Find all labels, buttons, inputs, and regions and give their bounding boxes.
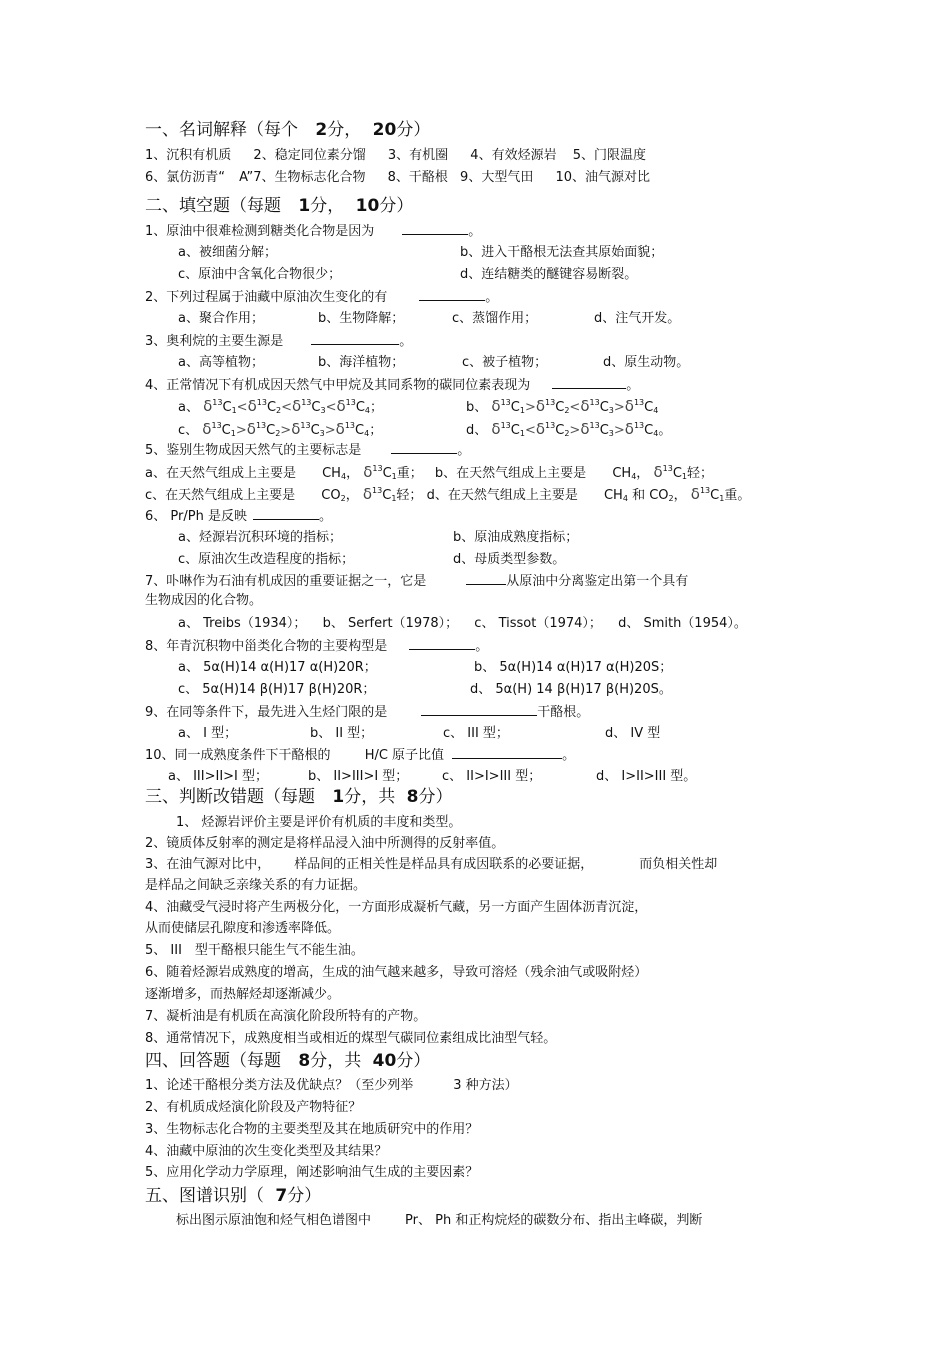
- tf-item-3: 3、在油气源对比中， 样品间的正相关性是样品具有成因联系的必要证据， 而负相关性却: [145, 857, 718, 872]
- q4-option-d: d、 $\delta^{13}C_1<\delta^{13}C_2>\delta^{13}C_3>\delta^{13}C_4$。: [466, 420, 672, 438]
- tf-item-4: 4、油藏受气浸时将产生两极分化，一方面形成凝析气藏，另一方面产生固体沥青沉淀，: [145, 900, 648, 915]
- q10-option-a: a、 III>II>I 型；: [168, 769, 269, 784]
- q8-option-d: d、 5α(H) 14 β(H)17 β(H)20S。: [470, 682, 672, 697]
- q8-option-b: b、 5α(H)14 α(H)17 α(H)20S；: [474, 660, 673, 675]
- q2-option-d: d、注气开发。: [594, 311, 681, 326]
- terms-row-1: 1、沉积有机质 2、稳定同位素分馏 3、有机圈 4、有效烃源岩 5、门限温度: [145, 148, 647, 163]
- q7-options: a、 Treibs（1934）； b、 Serfert（1978）； c、 Tissot（1974）； d、 Smith（1954）。: [178, 616, 747, 631]
- q9-option-b: b、 II 型；: [310, 726, 374, 741]
- section-5-heading: 五、图谱识别（ 7分）: [145, 1186, 322, 1206]
- tf-item-6: 6、随着烃源岩成熟度的增高，生成的油气越来越多，导致可溶烃（残余油气或吸附烃）: [145, 965, 648, 980]
- q4-option-b: b、 $\delta^{13}C_1>\delta^{13}C_2<\delta^{13}C_3>\delta^{13}C_4$: [466, 397, 659, 415]
- qa-item-1: 1、论述干酪根分类方法及优缺点？（至少列举 3 种方法）: [145, 1078, 518, 1093]
- q1-stem: 1、原油中很难检测到糖类化合物是因为 。: [145, 224, 482, 239]
- q2-stem: 2、下列过程属于油藏中原油次生变化的有 。: [145, 290, 499, 305]
- section-3-heading: 三、判断改错题（每题 1分，共 8分）: [145, 787, 453, 807]
- q6-option-c: c、原油次生改造程度的指标；: [178, 552, 355, 567]
- q4-stem: 4、正常情况下有机成因天然气中甲烷及其同系物的碳同位素表现为 。: [145, 378, 640, 393]
- tf-item-6-cont: 逐渐增多，而热解烃却逐渐减少。: [145, 987, 341, 1002]
- qa-item-2: 2、有机质成烃演化阶段及产物特征？: [145, 1100, 362, 1115]
- tf-item-5: 5、 III 型干酪根只能生气不能生油。: [145, 943, 364, 958]
- q1-option-b: b、进入干酪根无法查其原始面貌；: [460, 245, 664, 260]
- q6-option-b: b、原油成熟度指标；: [453, 530, 579, 545]
- q4-option-a: a、 $\delta^{13}C_1<\delta^{13}C_2<\delta^{13}C_3<\delta^{13}C_4$；: [178, 397, 384, 415]
- terms-row-2: 6、氯仿沥青“ A”7、生物标志化合物 8、干酪根 9、大型气田 10、油气源对比: [145, 170, 651, 185]
- q5-options-ab: a、在天然气组成上主要是 $CH_4$， $\delta^{13}C_1$重； b、在天然气组成上主要是 $CH_4$， $\delta^{13}C_1$轻；: [145, 463, 713, 481]
- q10-option-c: c、 II>I>III 型；: [442, 769, 542, 784]
- q8-option-a: a、 5α(H)14 α(H)17 α(H)20R；: [178, 660, 377, 675]
- tf-item-8: 8、通常情况下，成熟度相当或相近的煤型气碳同位素组成比油型气轻。: [145, 1031, 557, 1046]
- q8-option-c: c、 5α(H)14 β(H)17 β(H)20R；: [178, 682, 376, 697]
- q7-stem: 7、卟啉作为石油有机成因的重要证据之一，它是 从原油中分离鉴定出第一个具有: [145, 574, 689, 589]
- q10-option-b: b、 II>III>I 型；: [308, 769, 409, 784]
- section-4-heading: 四、回答题（每题 8分，共 40分）: [145, 1051, 431, 1071]
- q3-option-a: a、高等植物；: [178, 355, 264, 370]
- q9-option-c: c、 III 型；: [443, 726, 509, 741]
- section-1-heading: 一、名词解释（每个 2分， 20分）: [145, 120, 431, 140]
- q6-stem: 6、 Pr/Ph 是反映 。: [145, 509, 332, 524]
- tf-item-3-cont: 是样品之间缺乏亲缘关系的有力证据。: [145, 878, 367, 893]
- q5-stem: 5、鉴别生物成因天然气的主要标志是 。: [145, 443, 471, 458]
- q9-option-d: d、 IV 型: [605, 726, 661, 741]
- q4-option-c: c、 $\delta^{13}C_1>\delta^{13}C_2>\delta^{13}C_3>\delta^{13}C_4$；: [178, 420, 383, 438]
- q10-option-d: d、 I>II>III 型。: [596, 769, 697, 784]
- q1-option-d: d、连结糖类的醚键容易断裂。: [460, 267, 638, 282]
- q5-options-cd: c、在天然气组成上主要是 $CO_2$， $\delta^{13}C_1$轻； d、在天然气组成上主要是 $CH_4$ 和 $CO_2$， $\delta^{13}C_1$重。: [145, 485, 751, 503]
- q2-option-c: c、蒸馏作用；: [452, 311, 538, 326]
- q9-stem: 9、在同等条件下，最先进入生烃门限的是 干酪根。: [145, 705, 590, 720]
- section-2-heading: 二、填空题（每题 1分， 10分）: [145, 196, 414, 216]
- qa-item-4: 4、油藏中原油的次生变化类型及其结果？: [145, 1144, 388, 1159]
- tf-item-2: 2、镜质体反射率的测定是将样品浸入油中所测得的反射率值。: [145, 836, 505, 851]
- tf-item-1: 1、 烃源岩评价主要是评价有机质的丰度和类型。: [176, 815, 462, 830]
- qa-item-3: 3、生物标志化合物的主要类型及其在地质研究中的作用？: [145, 1122, 479, 1137]
- q3-option-d: d、原生动物。: [603, 355, 690, 370]
- q2-option-b: b、生物降解；: [318, 311, 405, 326]
- q2-option-a: a、聚合作用；: [178, 311, 264, 326]
- q7-stem-cont: 生物成因的化合物。: [145, 593, 263, 608]
- chromatogram-instruction: 标出图示原油饱和烃气相色谱图中 Pr、 Ph 和正构烷烃的碳数分布、指出主峰碳，判断: [176, 1213, 703, 1228]
- q1-option-a: a、被细菌分解；: [178, 245, 277, 260]
- qa-item-5: 5、应用化学动力学原理，阐述影响油气生成的主要因素？: [145, 1165, 479, 1180]
- tf-item-7: 7、凝析油是有机质在高演化阶段所特有的产物。: [145, 1009, 427, 1024]
- q1-option-c: c、原油中含氧化合物很少；: [178, 267, 342, 282]
- q6-option-d: d、母质类型参数。: [453, 552, 566, 567]
- tf-item-4-cont: 从而使储层孔隙度和渗透率降低。: [145, 921, 341, 936]
- q3-stem: 3、奥利烷的主要生源是 。: [145, 334, 413, 349]
- q3-option-b: b、海洋植物；: [318, 355, 405, 370]
- q10-stem: 10、同一成熟度条件下干酪根的 H/C 原子比值 。: [145, 748, 576, 763]
- q6-option-a: a、烃源岩沉积环境的指标；: [178, 530, 342, 545]
- q9-option-a: a、 I 型；: [178, 726, 238, 741]
- q3-option-c: c、被子植物；: [462, 355, 548, 370]
- q8-stem: 8、年青沉积物中甾类化合物的主要构型是 。: [145, 639, 489, 654]
